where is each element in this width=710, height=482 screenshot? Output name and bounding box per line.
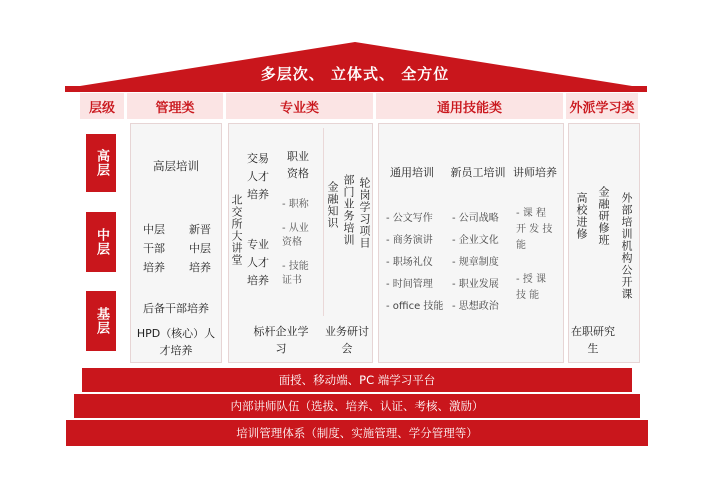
level-base: 基层 xyxy=(86,291,116,351)
list-item: - 课 程 开 发 技 能 xyxy=(516,208,553,251)
business-seminar xyxy=(322,322,372,358)
qual-item-practice: - 从业资格 xyxy=(282,223,309,248)
dept-training: 部门业务培训 xyxy=(342,174,355,246)
level-high: 高层 xyxy=(86,134,116,192)
hpd-training xyxy=(134,324,218,360)
qual-item-title: - 职称 xyxy=(282,199,309,210)
header-external: 外派学习类 xyxy=(566,93,638,119)
hpd-label: HPD（核心）人才培养 xyxy=(136,327,216,357)
system-bar: 培训管理体系（制度、实施管理、学分管理等） xyxy=(66,420,648,446)
list-item: - 企业文化 xyxy=(452,235,499,246)
qualification-label: 职业资格 xyxy=(287,150,309,180)
trading-label: 交易人才培养 xyxy=(247,152,269,201)
header-level: 层级 xyxy=(80,93,124,119)
new-mid-label: 新晋中层培养 xyxy=(189,222,211,274)
specialist-talent xyxy=(244,228,272,298)
qual-item-skill: - 技能证书 xyxy=(282,261,309,286)
university-study: 高校进修 xyxy=(575,192,588,240)
benchmark-label: 标杆企业学习 xyxy=(253,325,309,355)
rotation-project: 轮岗学习项目 xyxy=(358,176,371,249)
list-item: - office 技能 xyxy=(386,301,444,312)
roof xyxy=(0,0,710,100)
list-item: - 授 课 技 能 xyxy=(516,274,546,301)
list-item: - 时间管理 xyxy=(386,279,433,290)
roof-title: 多层次、 立体式、 全方位 xyxy=(260,65,450,83)
header-management: 管理类 xyxy=(127,93,223,119)
common-training-title: 通用培训 xyxy=(390,166,434,179)
header-professional: 专业类 xyxy=(226,93,373,119)
open-course: 外部培训机构公开课 xyxy=(620,192,633,300)
senior-training: 高层培训 xyxy=(153,159,199,173)
qualification-title xyxy=(276,145,320,185)
new-staff-training-title: 新员工培训 xyxy=(450,166,506,179)
new-mid-training xyxy=(178,208,222,288)
list-item: - 规章制度 xyxy=(452,257,499,268)
finance-class: 金融研修班 xyxy=(597,186,610,246)
list-item: - 公司战略 xyxy=(452,213,499,224)
seminar-label: 业务研讨会 xyxy=(325,325,369,355)
trainer-development-list xyxy=(516,206,558,304)
header-general-skills: 通用技能类 xyxy=(376,93,563,119)
list-item: - 思想政治 xyxy=(452,301,499,312)
qualification-list xyxy=(282,198,322,288)
level-mid: 中层 xyxy=(86,212,116,272)
new-staff-training-list xyxy=(452,208,508,318)
trading-talent xyxy=(244,142,272,212)
trainers-bar: 内部讲师队伍（选拔、培养、认证、考核、激励） xyxy=(74,394,640,418)
benchmark-learning xyxy=(244,322,318,358)
mid-cadre-label: 中层干部培养 xyxy=(143,222,165,274)
common-training-list xyxy=(386,208,450,318)
trainer-development-title: 讲师培养 xyxy=(513,166,557,179)
list-item: - 职场礼仪 xyxy=(386,257,433,268)
reserve-cadre-training: 后备干部培养 xyxy=(143,302,209,315)
graduate-label: 在职研究生 xyxy=(571,325,615,355)
graduate-study xyxy=(570,322,616,358)
lecture-hall: 北交所大讲堂 xyxy=(230,194,243,266)
specialist-label: 专业人才培养 xyxy=(247,238,269,287)
list-item: - 公文写作 xyxy=(386,213,433,224)
list-item: - 商务演讲 xyxy=(386,235,433,246)
list-item: - 职业发展 xyxy=(452,279,499,290)
mid-cadre-training xyxy=(132,208,176,288)
finance-knowledge: 金融知识 xyxy=(326,181,339,229)
platform-bar: 面授、移动端、PC 端学习平台 xyxy=(82,368,632,392)
